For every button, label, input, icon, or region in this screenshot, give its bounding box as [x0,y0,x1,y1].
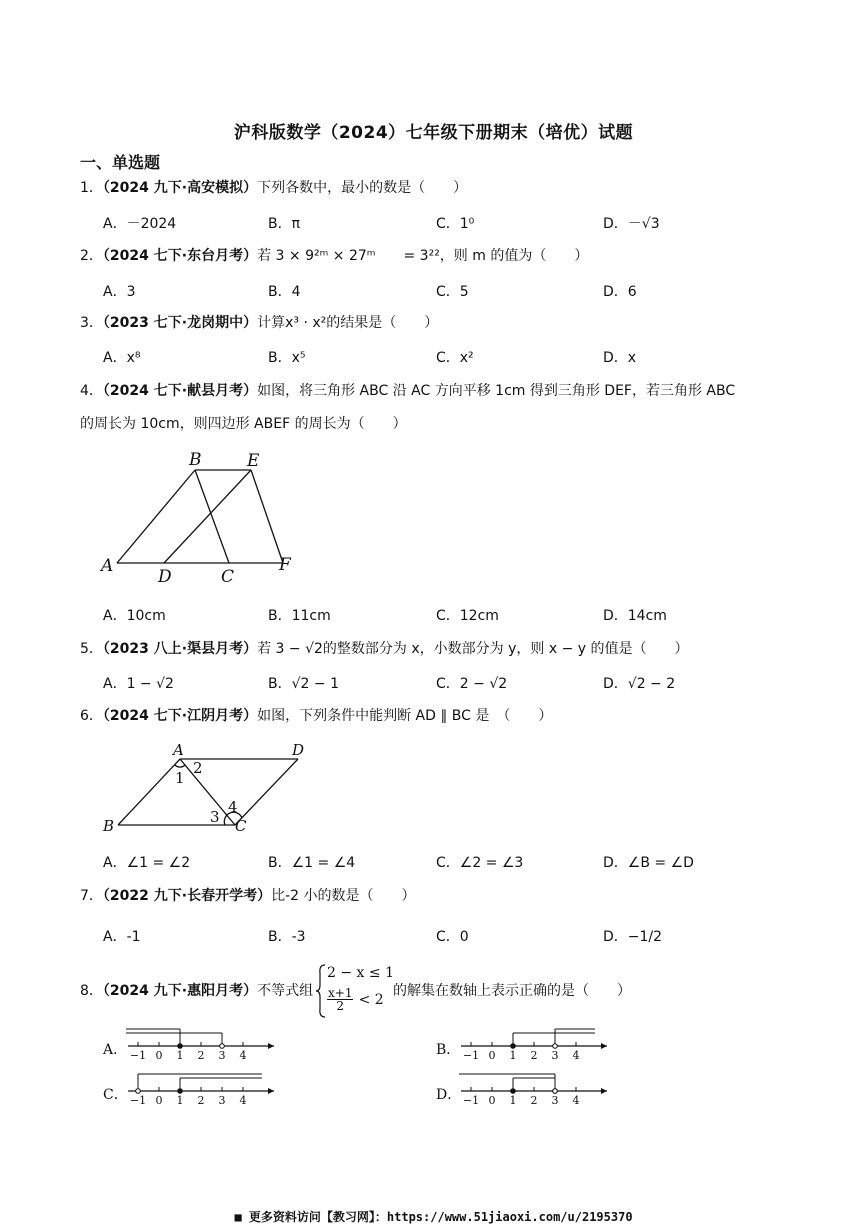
tick-label: −1 [462,1094,480,1105]
question-source: （2023 七下·龙岗期中） [102,315,258,331]
arrow-icon [601,1088,607,1094]
question-source: （2024 九下·高安模拟） [102,180,258,196]
tick-label: 3 [218,1094,226,1105]
question-stem: 如图，将三角形 ABC 沿 AC 方向平移 1cm 得到三角形 DEF，若三角形 ABC [257,383,736,399]
option-a: A．－2024 [103,216,177,232]
tick-label: 1 [509,1049,517,1060]
label-f: F [279,555,291,575]
angle-arc-a [175,765,185,767]
label-e: E [247,451,260,471]
option-b: B．π [268,216,301,232]
label-d: D [292,741,305,759]
question-stem: 若 3 × 9²ᵐ × 27ᵐ = 3²²，则 m 的值为（ ） [257,248,589,264]
option-c: C．2 − √2 [436,676,508,692]
tick-label: 0 [488,1049,496,1060]
option-c: C．5 [436,284,469,300]
label-angle-4: 4 [228,798,238,816]
inequality-1: 2 − x ≤ 1 [327,965,394,981]
section-heading: 一、单选题 [80,153,161,172]
question-source: （2022 九下·长春开学考） [102,888,272,904]
option-b: B．√2 − 1 [268,676,339,692]
label-c: C [235,817,247,835]
tick-label: 1 [176,1094,184,1105]
question-stem: 下列各数中，最小的数是（ ） [257,180,468,196]
tick-label: −1 [129,1094,147,1105]
option-a: A．∠1 = ∠2 [103,855,191,871]
option-d: D． [436,1087,462,1103]
tick-label: 0 [155,1049,163,1060]
tick-label: 3 [551,1094,559,1105]
tick-label: −1 [129,1049,147,1060]
label-angle-3: 3 [210,808,220,826]
tick-label: 3 [551,1049,559,1060]
option-b: B．-3 [268,929,306,945]
footer-link[interactable]: ■ 更多资料访问【教习网】：https://www.51jiaoxi.com/u/2195370 [234,1210,633,1224]
question-source: （2024 七下·献县月考） [102,383,258,399]
question-6: 6．（2024 七下·江阴月考）如图，下列条件中能判断 AD ∥ BC 是 （ ） [80,708,553,724]
question-7: 7．（2022 九下·长春开学考）比-2 小的数是（ ） [80,888,416,904]
question-5: 5．（2023 八上·渠县月考）若 3 − √2的整数部分为 x，小数部分为 y，则 x − y 的值是（ ） [80,641,689,657]
question-source: （2024 七下·东台月考） [102,248,258,264]
question-source: （2024 九下·惠阳月考） [102,983,258,999]
arrow-icon [268,1043,274,1049]
question-source: （2023 八上·渠县月考） [102,641,258,657]
tick-label: 4 [239,1094,247,1105]
number-line-a [126,1022,281,1060]
question-stem: 计算x³ · x²的结果是（ ） [257,315,439,331]
tick-label: 4 [572,1094,580,1105]
option-a: A．1 − √2 [103,676,174,692]
label-a: A [173,741,184,759]
flag-icon: ■ [234,1210,249,1224]
trapezoid-figure [95,443,310,588]
inequality-system [315,963,395,1019]
option-c: C．1⁰ [436,216,475,232]
option-a: A．3 [103,284,136,300]
label-c: C [221,567,235,587]
line-cd [235,759,298,825]
option-a: A． [103,1042,128,1058]
number-line-c [126,1067,281,1105]
question-8-stem-post: 的解集在数轴上表示正确的是（ ） [393,983,631,999]
label-angle-2: 2 [193,759,203,777]
label-b: B [103,817,115,835]
question-stem-pre: 不等式组 [257,983,314,999]
question-stem: 如图，下列条件中能判断 AD ∥ BC 是 （ ） [257,708,553,724]
question-4: 4．（2024 七下·献县月考）如图，将三角形 ABC 沿 AC 方向平移 1cm 得到三角形 DEF，若三角形 ABC [80,383,736,399]
option-a: A．x⁸ [103,350,141,366]
option-c: C．∠2 = ∠3 [436,855,524,871]
tick-label: 0 [488,1094,496,1105]
tick-label: 2 [197,1049,205,1060]
tick-label: 2 [530,1094,538,1105]
question-8: 8．（2024 九下·惠阳月考）不等式组 [80,983,314,999]
option-b: B．11cm [268,608,331,624]
option-b: B．x⁵ [268,350,306,366]
question-2: 2．（2024 七下·东台月考）若 3 × 9²ᵐ × 27ᵐ = 3²²，则 m 的值为（ ） [80,248,589,264]
option-a: A．10cm [103,608,166,624]
option-b: B．4 [268,284,301,300]
option-b: B．∠1 = ∠4 [268,855,356,871]
line-ab [118,759,180,825]
line-bc [195,470,229,563]
page-title: 沪科版数学（2024）七年级下册期末（培优）试题 [233,123,634,143]
question-1: 1．（2024 九下·高安模拟）下列各数中，最小的数是（ ） [80,180,468,196]
question-stem: 比-2 小的数是（ ） [271,888,416,904]
arrow-icon [601,1043,607,1049]
question-source: （2024 七下·江阴月考） [102,708,258,724]
tick-label: 4 [239,1049,247,1060]
option-a: A．-1 [103,929,141,945]
option-d: D．√2 − 2 [603,676,676,692]
line-de [164,470,251,563]
fraction: $\frac{x+1}{2}$ [328,986,353,1013]
option-b: B． [436,1042,461,1058]
label-angle-1: 1 [175,769,185,787]
option-d: D．x [603,350,637,366]
tick-label: 0 [155,1094,163,1105]
option-d: D．－√3 [603,216,660,232]
option-c: C．12cm [436,608,499,624]
option-c: C．0 [436,929,469,945]
option-d: D．∠B = ∠D [603,855,694,871]
option-d: D．6 [603,284,637,300]
tick-label: 3 [218,1049,226,1060]
label-b: B [189,450,202,470]
arrow-icon [268,1088,274,1094]
tick-label: 1 [509,1094,517,1105]
line-ef [251,470,283,563]
option-c: C． [103,1087,128,1103]
question-stem: 若 3 − √2的整数部分为 x，小数部分为 y，则 x − y 的值是（ ） [257,641,689,657]
number-line-d [459,1067,614,1105]
label-d: D [158,567,172,587]
tick-label: −1 [462,1049,480,1060]
option-c: C．x² [436,350,474,366]
tick-label: 1 [176,1049,184,1060]
brace-icon [315,963,327,1019]
number-line-b [459,1022,614,1060]
inequality-2: $\frac{x+1}{2}$ < 2 [328,986,384,1013]
parallelogram-figure [95,735,320,840]
question-4-line2: 的周长为 10cm，则四边形 ABEF 的周长为（ ） [80,416,407,432]
tick-label: 4 [572,1049,580,1060]
line-ab [117,470,195,563]
label-a: A [101,556,114,576]
option-d: D．−1/2 [603,929,663,945]
tick-label: 2 [530,1049,538,1060]
option-d: D．14cm [603,608,667,624]
tick-label: 2 [197,1094,205,1105]
question-3: 3．（2023 七下·龙岗期中）计算x³ · x²的结果是（ ） [80,315,439,331]
